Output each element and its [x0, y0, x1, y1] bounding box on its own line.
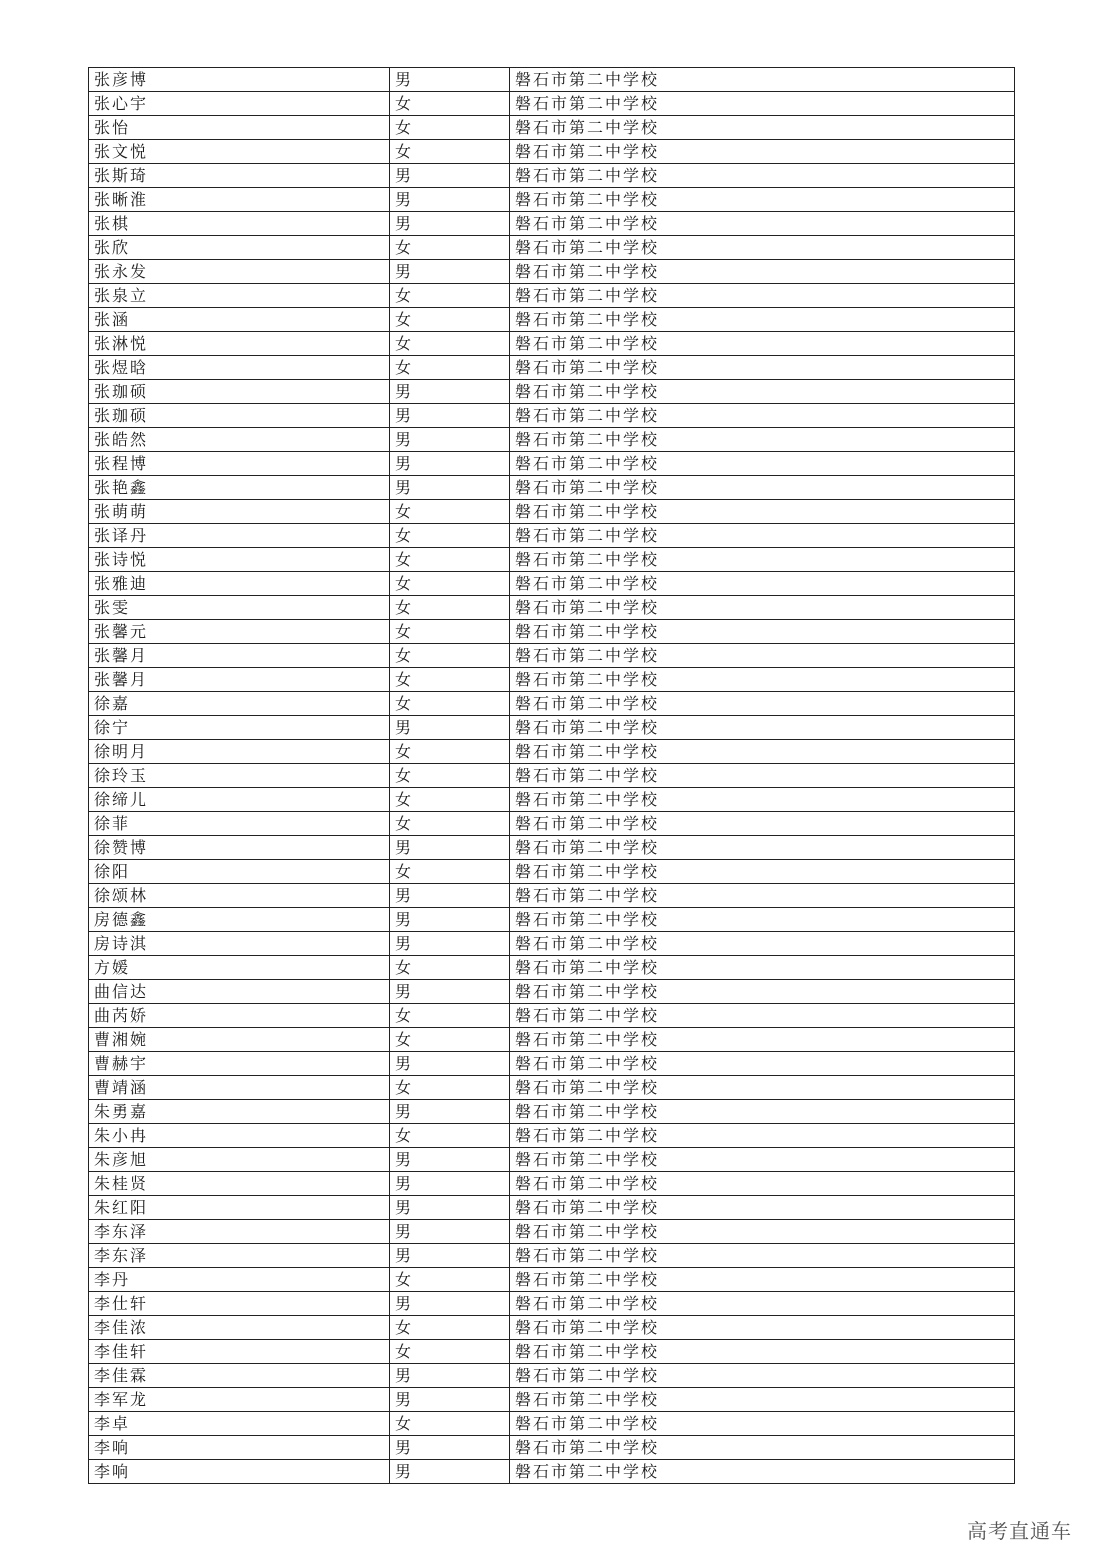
name-cell: 徐明月: [89, 740, 390, 764]
gender-cell: 男: [390, 884, 510, 908]
name-cell: 曹赫宇: [89, 1052, 390, 1076]
school-cell: 磐石市第二中学校: [510, 1004, 1015, 1028]
table-row: [89, 116, 1015, 140]
school-cell: 磐石市第二中学校: [510, 212, 1015, 236]
gender-cell: 男: [390, 188, 510, 212]
gender-cell: 男: [390, 68, 510, 92]
table-row: [89, 212, 1015, 236]
gender-cell: 女: [390, 596, 510, 620]
gender-cell: 男: [390, 1460, 510, 1484]
school-cell: 磐石市第二中学校: [510, 1220, 1015, 1244]
roster-table: [88, 67, 1015, 1484]
school-cell: 磐石市第二中学校: [510, 308, 1015, 332]
table-row: [89, 1412, 1015, 1436]
gender-cell: 女: [390, 356, 510, 380]
school-cell: 磐石市第二中学校: [510, 644, 1015, 668]
gender-cell: 男: [390, 428, 510, 452]
name-cell: 张馨月: [89, 668, 390, 692]
gender-cell: 女: [390, 116, 510, 140]
gender-cell: 男: [390, 476, 510, 500]
table-row: [89, 812, 1015, 836]
school-cell: 磐石市第二中学校: [510, 812, 1015, 836]
school-cell: 磐石市第二中学校: [510, 1124, 1015, 1148]
school-cell: 磐石市第二中学校: [510, 764, 1015, 788]
school-cell: 磐石市第二中学校: [510, 1460, 1015, 1484]
school-cell: 磐石市第二中学校: [510, 476, 1015, 500]
gender-cell: 女: [390, 548, 510, 572]
gender-cell: 男: [390, 1196, 510, 1220]
gender-cell: 男: [390, 260, 510, 284]
school-cell: 磐石市第二中学校: [510, 716, 1015, 740]
table-row: [89, 308, 1015, 332]
name-cell: 张斯琦: [89, 164, 390, 188]
school-cell: 磐石市第二中学校: [510, 1172, 1015, 1196]
name-cell: 李东泽: [89, 1244, 390, 1268]
gender-cell: 女: [390, 956, 510, 980]
table-row: [89, 932, 1015, 956]
school-cell: 磐石市第二中学校: [510, 260, 1015, 284]
school-cell: 磐石市第二中学校: [510, 1388, 1015, 1412]
school-cell: 磐石市第二中学校: [510, 548, 1015, 572]
name-cell: 徐赞博: [89, 836, 390, 860]
name-cell: 朱小冉: [89, 1124, 390, 1148]
gender-cell: 女: [390, 692, 510, 716]
name-cell: 李佳轩: [89, 1340, 390, 1364]
gender-cell: 女: [390, 1268, 510, 1292]
gender-cell: 男: [390, 452, 510, 476]
school-cell: 磐石市第二中学校: [510, 1076, 1015, 1100]
name-cell: 李丹: [89, 1268, 390, 1292]
school-cell: 磐石市第二中学校: [510, 140, 1015, 164]
name-cell: 徐阳: [89, 860, 390, 884]
school-cell: 磐石市第二中学校: [510, 668, 1015, 692]
gender-cell: 女: [390, 740, 510, 764]
table-row: [89, 1148, 1015, 1172]
school-cell: 磐石市第二中学校: [510, 452, 1015, 476]
gender-cell: 女: [390, 1412, 510, 1436]
name-cell: 张皓然: [89, 428, 390, 452]
name-cell: 张珈硕: [89, 380, 390, 404]
school-cell: 磐石市第二中学校: [510, 956, 1015, 980]
name-cell: 张文悦: [89, 140, 390, 164]
table-row: [89, 1316, 1015, 1340]
name-cell: 张泉立: [89, 284, 390, 308]
school-cell: 磐石市第二中学校: [510, 356, 1015, 380]
table-row: [89, 476, 1015, 500]
gender-cell: 女: [390, 788, 510, 812]
table-row: [89, 1340, 1015, 1364]
table-row: [89, 1388, 1015, 1412]
gender-cell: 男: [390, 716, 510, 740]
gender-cell: 女: [390, 500, 510, 524]
school-cell: 磐石市第二中学校: [510, 404, 1015, 428]
school-cell: 磐石市第二中学校: [510, 572, 1015, 596]
school-cell: 磐石市第二中学校: [510, 1412, 1015, 1436]
gender-cell: 女: [390, 1316, 510, 1340]
name-cell: 张珈硕: [89, 404, 390, 428]
table-row: [89, 452, 1015, 476]
table-row: [89, 236, 1015, 260]
name-cell: 张棋: [89, 212, 390, 236]
name-cell: 张雅迪: [89, 572, 390, 596]
table-row: [89, 1124, 1015, 1148]
table-row: [89, 980, 1015, 1004]
school-cell: 磐石市第二中学校: [510, 1244, 1015, 1268]
school-cell: 磐石市第二中学校: [510, 932, 1015, 956]
gender-cell: 男: [390, 1388, 510, 1412]
table-row: [89, 1028, 1015, 1052]
school-cell: 磐石市第二中学校: [510, 332, 1015, 356]
school-cell: 磐石市第二中学校: [510, 188, 1015, 212]
gender-cell: 女: [390, 668, 510, 692]
table-row: [89, 1244, 1015, 1268]
school-cell: 磐石市第二中学校: [510, 164, 1015, 188]
school-cell: 磐石市第二中学校: [510, 1028, 1015, 1052]
school-cell: 磐石市第二中学校: [510, 428, 1015, 452]
name-cell: 曲信达: [89, 980, 390, 1004]
school-cell: 磐石市第二中学校: [510, 836, 1015, 860]
table-row: [89, 1196, 1015, 1220]
table-row: [89, 404, 1015, 428]
school-cell: 磐石市第二中学校: [510, 116, 1015, 140]
table-row: [89, 428, 1015, 452]
school-cell: 磐石市第二中学校: [510, 500, 1015, 524]
name-cell: 张程博: [89, 452, 390, 476]
gender-cell: 女: [390, 140, 510, 164]
table-row: [89, 140, 1015, 164]
table-row: [89, 764, 1015, 788]
name-cell: 张馨月: [89, 644, 390, 668]
school-cell: 磐石市第二中学校: [510, 596, 1015, 620]
school-cell: 磐石市第二中学校: [510, 380, 1015, 404]
name-cell: 张馨元: [89, 620, 390, 644]
school-cell: 磐石市第二中学校: [510, 860, 1015, 884]
school-cell: 磐石市第二中学校: [510, 68, 1015, 92]
school-cell: 磐石市第二中学校: [510, 1100, 1015, 1124]
gender-cell: 女: [390, 284, 510, 308]
name-cell: 张艳鑫: [89, 476, 390, 500]
name-cell: 张欣: [89, 236, 390, 260]
table-row: [89, 1436, 1015, 1460]
name-cell: 徐菲: [89, 812, 390, 836]
table-row: [89, 1460, 1015, 1484]
table-row: [89, 548, 1015, 572]
table-row: [89, 1364, 1015, 1388]
name-cell: 张涵: [89, 308, 390, 332]
gender-cell: 女: [390, 1028, 510, 1052]
table-row: [89, 164, 1015, 188]
gender-cell: 女: [390, 1004, 510, 1028]
gender-cell: 男: [390, 1052, 510, 1076]
name-cell: 李响: [89, 1460, 390, 1484]
gender-cell: 男: [390, 404, 510, 428]
school-cell: 磐石市第二中学校: [510, 1316, 1015, 1340]
name-cell: 方媛: [89, 956, 390, 980]
school-cell: 磐石市第二中学校: [510, 884, 1015, 908]
table-row: [89, 1292, 1015, 1316]
school-cell: 磐石市第二中学校: [510, 284, 1015, 308]
gender-cell: 女: [390, 1340, 510, 1364]
table-row: [89, 188, 1015, 212]
table-row: [89, 524, 1015, 548]
name-cell: 张心宇: [89, 92, 390, 116]
gender-cell: 女: [390, 524, 510, 548]
name-cell: 李仕轩: [89, 1292, 390, 1316]
table-row: [89, 380, 1015, 404]
table-row: [89, 1004, 1015, 1028]
school-cell: 磐石市第二中学校: [510, 692, 1015, 716]
gender-cell: 女: [390, 1124, 510, 1148]
table-row: [89, 620, 1015, 644]
name-cell: 张雯: [89, 596, 390, 620]
school-cell: 磐石市第二中学校: [510, 524, 1015, 548]
school-cell: 磐石市第二中学校: [510, 620, 1015, 644]
name-cell: 张晰淮: [89, 188, 390, 212]
table-row: [89, 884, 1015, 908]
gender-cell: 男: [390, 1292, 510, 1316]
table-row: [89, 908, 1015, 932]
gender-cell: 男: [390, 1364, 510, 1388]
gender-cell: 女: [390, 764, 510, 788]
gender-cell: 女: [390, 92, 510, 116]
school-cell: 磐石市第二中学校: [510, 1364, 1015, 1388]
school-cell: 磐石市第二中学校: [510, 908, 1015, 932]
gender-cell: 男: [390, 908, 510, 932]
name-cell: 曹湘婉: [89, 1028, 390, 1052]
school-cell: 磐石市第二中学校: [510, 788, 1015, 812]
school-cell: 磐石市第二中学校: [510, 740, 1015, 764]
table-row: [89, 572, 1015, 596]
gender-cell: 男: [390, 932, 510, 956]
gender-cell: 男: [390, 1220, 510, 1244]
gender-cell: 女: [390, 620, 510, 644]
table-row: [89, 284, 1015, 308]
roster-body: [89, 68, 1015, 1484]
school-cell: 磐石市第二中学校: [510, 1148, 1015, 1172]
table-row: [89, 92, 1015, 116]
table-row: [89, 1100, 1015, 1124]
gender-cell: 男: [390, 1436, 510, 1460]
table-row: [89, 956, 1015, 980]
gender-cell: 女: [390, 308, 510, 332]
name-cell: 曹靖涵: [89, 1076, 390, 1100]
table-row: [89, 668, 1015, 692]
name-cell: 张永发: [89, 260, 390, 284]
name-cell: 张彦博: [89, 68, 390, 92]
name-cell: 张译丹: [89, 524, 390, 548]
gender-cell: 男: [390, 836, 510, 860]
name-cell: 李东泽: [89, 1220, 390, 1244]
gender-cell: 男: [390, 212, 510, 236]
name-cell: 张怡: [89, 116, 390, 140]
school-cell: 磐石市第二中学校: [510, 980, 1015, 1004]
name-cell: 朱桂贤: [89, 1172, 390, 1196]
name-cell: 房诗淇: [89, 932, 390, 956]
table-row: [89, 68, 1015, 92]
gender-cell: 女: [390, 644, 510, 668]
name-cell: 房德鑫: [89, 908, 390, 932]
gender-cell: 男: [390, 380, 510, 404]
gender-cell: 女: [390, 572, 510, 596]
name-cell: 曲芮娇: [89, 1004, 390, 1028]
table-row: [89, 356, 1015, 380]
table-row: [89, 740, 1015, 764]
name-cell: 徐缔儿: [89, 788, 390, 812]
table-row: [89, 1052, 1015, 1076]
table-row: [89, 716, 1015, 740]
gender-cell: 男: [390, 1100, 510, 1124]
table-row: [89, 500, 1015, 524]
name-cell: 朱勇嘉: [89, 1100, 390, 1124]
name-cell: 徐宁: [89, 716, 390, 740]
name-cell: 李军龙: [89, 1388, 390, 1412]
name-cell: 李响: [89, 1436, 390, 1460]
table-row: [89, 1220, 1015, 1244]
name-cell: 朱彦旭: [89, 1148, 390, 1172]
table-row: [89, 644, 1015, 668]
name-cell: 李卓: [89, 1412, 390, 1436]
name-cell: 张淋悦: [89, 332, 390, 356]
name-cell: 徐玲玉: [89, 764, 390, 788]
school-cell: 磐石市第二中学校: [510, 1436, 1015, 1460]
table-row: [89, 860, 1015, 884]
table-row: [89, 692, 1015, 716]
school-cell: 磐石市第二中学校: [510, 236, 1015, 260]
gender-cell: 男: [390, 1244, 510, 1268]
school-cell: 磐石市第二中学校: [510, 1268, 1015, 1292]
school-cell: 磐石市第二中学校: [510, 1052, 1015, 1076]
table-row: [89, 596, 1015, 620]
gender-cell: 男: [390, 1148, 510, 1172]
table-row: [89, 332, 1015, 356]
name-cell: 李佳浓: [89, 1316, 390, 1340]
gender-cell: 女: [390, 1076, 510, 1100]
name-cell: 张诗悦: [89, 548, 390, 572]
name-cell: 张煜晗: [89, 356, 390, 380]
name-cell: 徐颂林: [89, 884, 390, 908]
table-row: [89, 1268, 1015, 1292]
gender-cell: 女: [390, 812, 510, 836]
gender-cell: 男: [390, 164, 510, 188]
gender-cell: 女: [390, 860, 510, 884]
table-row: [89, 1172, 1015, 1196]
gender-cell: 女: [390, 332, 510, 356]
school-cell: 磐石市第二中学校: [510, 1340, 1015, 1364]
gender-cell: 男: [390, 1172, 510, 1196]
school-cell: 磐石市第二中学校: [510, 92, 1015, 116]
gender-cell: 女: [390, 236, 510, 260]
table-row: [89, 836, 1015, 860]
table-row: [89, 1076, 1015, 1100]
gender-cell: 男: [390, 980, 510, 1004]
school-cell: 磐石市第二中学校: [510, 1292, 1015, 1316]
table-row: [89, 788, 1015, 812]
table-row: [89, 260, 1015, 284]
name-cell: 李佳霖: [89, 1364, 390, 1388]
name-cell: 张萌萌: [89, 500, 390, 524]
name-cell: 朱红阳: [89, 1196, 390, 1220]
name-cell: 徐嘉: [89, 692, 390, 716]
watermark-text: 高考直通车: [967, 1519, 1072, 1543]
school-cell: 磐石市第二中学校: [510, 1196, 1015, 1220]
